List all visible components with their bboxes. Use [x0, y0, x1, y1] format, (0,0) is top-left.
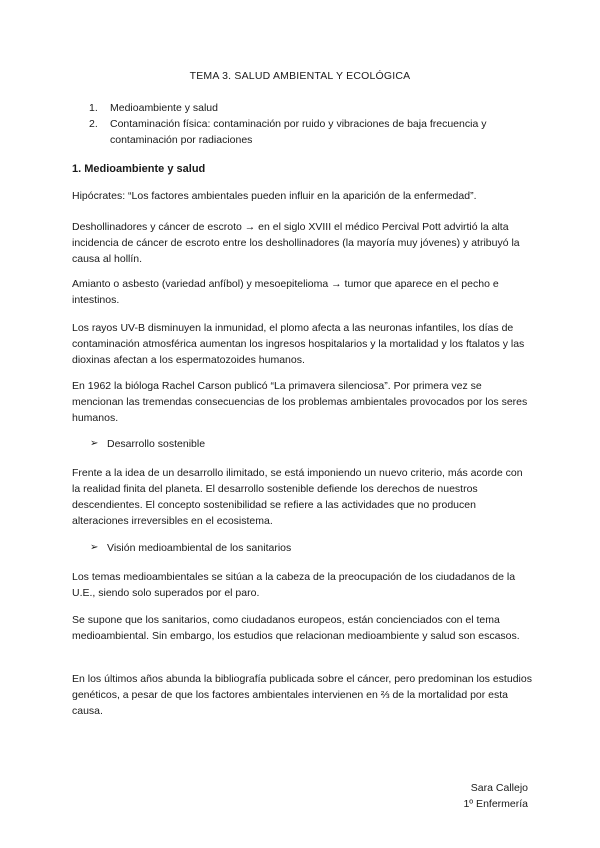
table-of-contents: [89, 100, 529, 148]
toc-text: Contaminación física: contaminación por ruido y vibraciones de baja frecuencia y contaminación por radiaciones: [110, 118, 487, 146]
paragraph: Se supone que los sanitarios, como ciudadanos europeos, están concienciados con el tema medioambiental. Sin embargo, los estudios que relacionan medioambiente y salud son escasos.: [72, 614, 520, 642]
arrow-bullet-icon: ➢: [90, 542, 99, 553]
toc-text: Medioambiente y salud: [110, 102, 218, 114]
paragraph: Frente a la idea de un desarrollo ilimitado, se está imponiendo un nuevo criterio, más acorde con la realidad finita del planeta. El desarrollo sostenible defiende los derechos de nuestros descendientes. El concepto sostenibilidad se refiere a las actividades que no producen alteraciones irreversibles en el ecosistema.: [72, 467, 523, 527]
section-heading: 1. Medioambiente y salud: [72, 163, 206, 175]
bullet-item: [90, 436, 205, 452]
paragraph: Amianto o asbesto (variedad anfíbol) y mesoepitelioma → tumor que aparece en el pecho e intestinos.: [72, 278, 499, 306]
toc-item: [89, 116, 529, 148]
paragraph: Deshollinadores y cáncer de escroto → en el siglo XVIII el médico Percival Pott advirtió la alta incidencia de cáncer de escroto entre los deshollinadores (la mayoría muy jóvenes) y atribuyó la causa al hollín.: [72, 221, 520, 265]
toc-number: 1.: [89, 102, 98, 114]
arrow-bullet-icon: ➢: [90, 438, 99, 449]
bullet-text: Visión medioambiental de los sanitarios: [107, 542, 292, 554]
toc-number: 2.: [89, 118, 98, 130]
paragraph: En los últimos años abunda la bibliografía publicada sobre el cáncer, pero predominan los estudios genéticos, a pesar de que los factores ambientales intervienen en ⅔ de la mortalidad por esta causa.: [72, 673, 532, 717]
paragraph: Los temas medioambientales se sitúan a la cabeza de la preocupación de los ciudadanos de la U.E., siendo solo superados por el paro.: [72, 571, 516, 599]
author-course: 1º Enfermería: [463, 798, 528, 810]
author-signature: [463, 780, 528, 812]
paragraph: Hipócrates: “Los factores ambientales pueden influir en la aparición de la enfermedad”.: [72, 190, 477, 202]
document-title: TEMA 3. SALUD AMBIENTAL Y ECOLÓGICA: [189, 70, 411, 82]
bullet-text: Desarrollo sostenible: [107, 438, 206, 450]
author-name: Sara Callejo: [470, 782, 528, 794]
bullet-item: [90, 540, 291, 556]
paragraph: Los rayos UV-B disminuyen la inmunidad, el plomo afecta a las neuronas infantiles, los días de contaminación atmosférica aumentan los ingresos hospitalarios y la mortalidad y los ftalatos y las dioxinas afectan a los espermatozoides humanos.: [72, 322, 525, 366]
toc-item: [89, 100, 529, 116]
paragraph: En 1962 la bióloga Rachel Carson publicó “La primavera silenciosa”. Por primera vez se mencionan las tremendas consecuencias de los problemas ambientales provocados por los seres humanos.: [72, 380, 528, 424]
